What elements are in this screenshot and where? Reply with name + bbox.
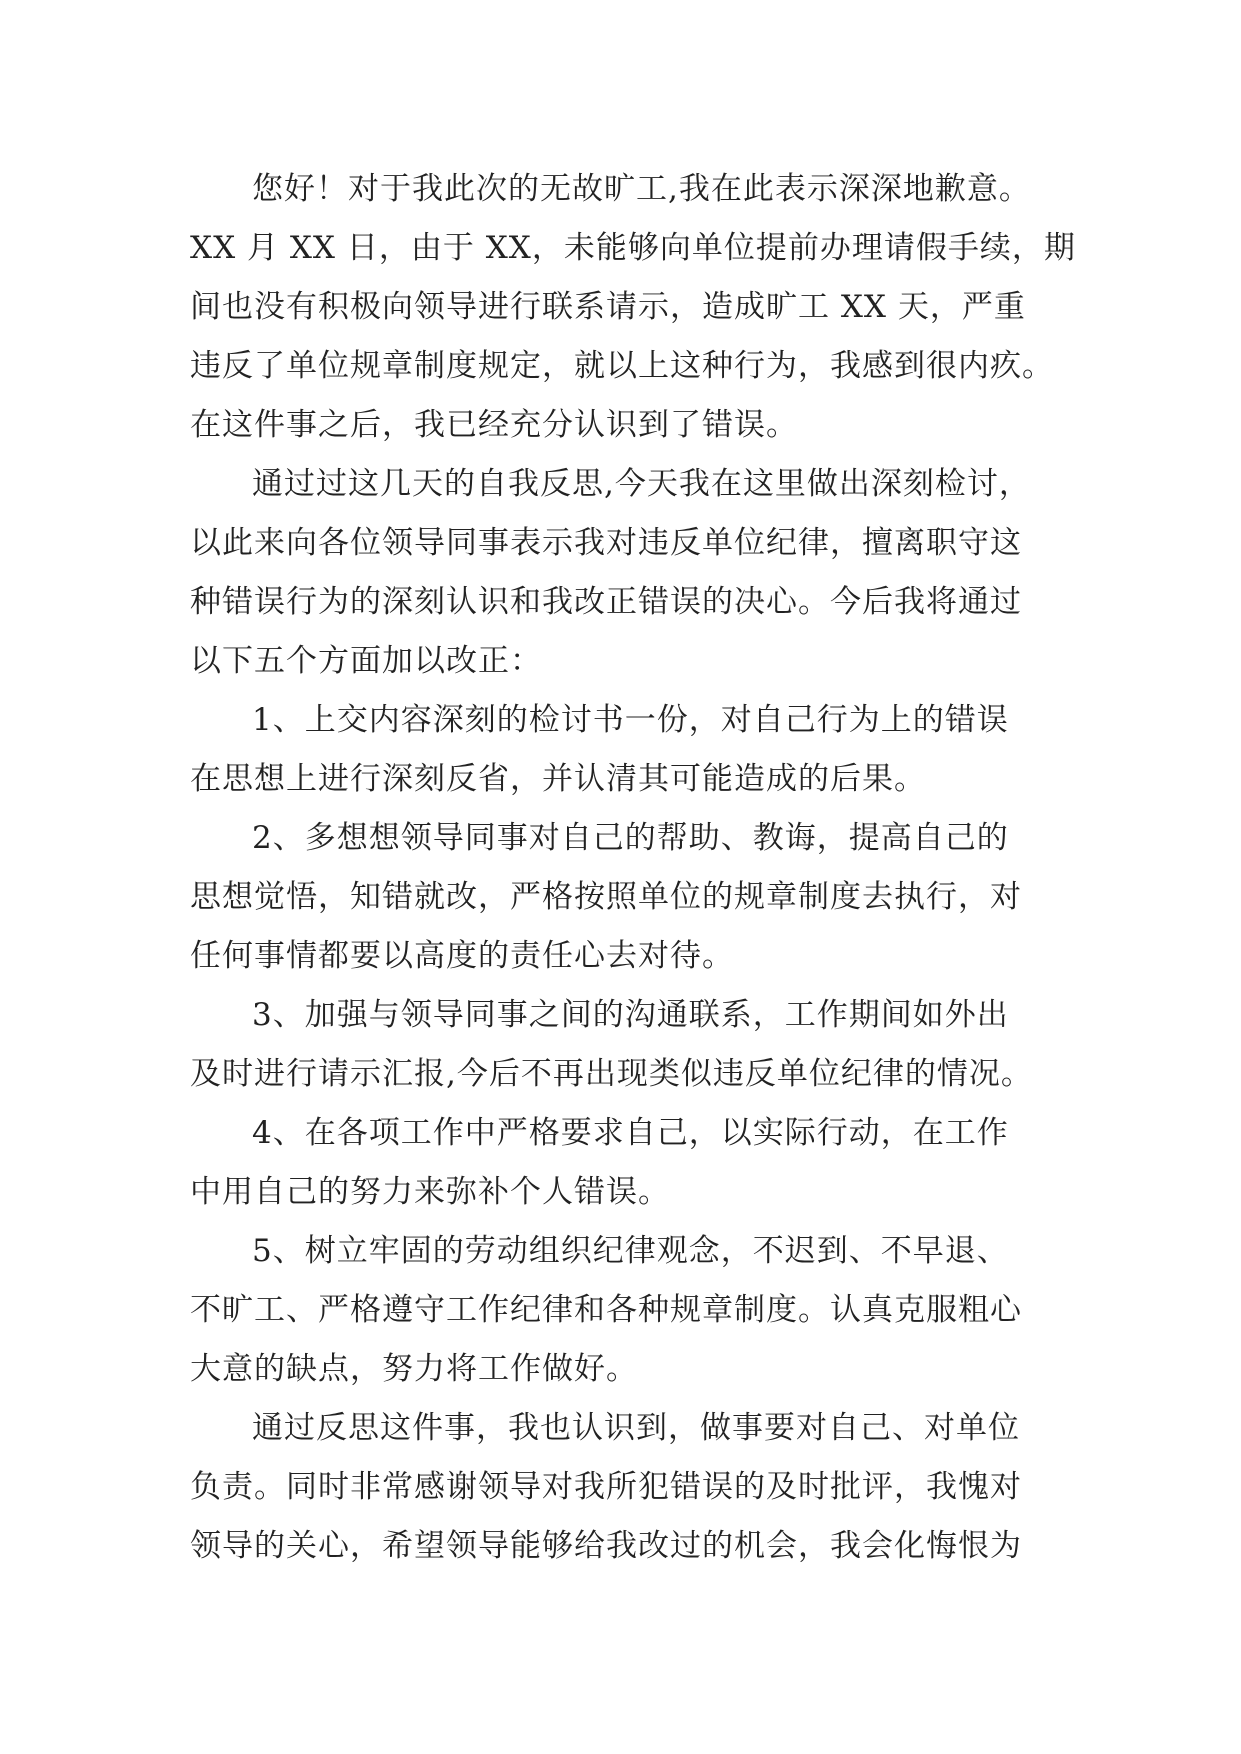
- paragraph-item-1: [190, 691, 1060, 809]
- text-line: 5、树立牢固的劳动组织纪律观念，不迟到、不早退、: [252, 1233, 1009, 1269]
- text-line: 种错误行为的深刻认识和我改正错误的决心。今后我将通过: [190, 584, 1022, 620]
- text-line: 负责。同时非常感谢领导对我所犯错误的及时批评，我愧对: [190, 1469, 1022, 1505]
- paragraph-apology: [190, 160, 1076, 455]
- text-line: 在这件事之后，我已经充分认识到了错误。: [190, 407, 798, 443]
- document-body: [190, 160, 1076, 1576]
- text-line: 领导的关心，希望领导能够给我改过的机会，我会化悔恨为: [190, 1528, 1022, 1564]
- text-line: 以此来向各位领导同事表示我对违反单位纪律，擅离职守这: [190, 525, 1022, 561]
- paragraph-item-3: [190, 986, 1060, 1104]
- paragraph-item-4: [190, 1104, 1060, 1222]
- text-line: 及时进行请示汇报,今后不再出现类似违反单位纪律的情况。: [190, 1056, 1033, 1092]
- text-line: 以下五个方面加以改正：: [190, 643, 542, 679]
- text-line: 在思想上进行深刻反省，并认清其可能造成的后果。: [190, 761, 926, 797]
- text-line: 中用自己的努力来弥补个人错误。: [190, 1174, 670, 1210]
- text-line: 违反了单位规章制度规定，就以上这种行为，我感到很内疚。: [190, 348, 1054, 384]
- text-line: 思想觉悟，知错就改，严格按照单位的规章制度去执行，对: [190, 879, 1022, 915]
- paragraph-item-5: [190, 1222, 1060, 1399]
- text-line: 间也没有积极向领导进行联系请示，造成旷工 XX 天，严重: [190, 289, 1026, 325]
- text-line: 大意的缺点，努力将工作做好。: [190, 1351, 638, 1387]
- text-line: 1、上交内容深刻的检讨书一份，对自己行为上的错误: [252, 702, 1009, 738]
- text-line: 3、加强与领导同事之间的沟通联系，工作期间如外出: [252, 997, 1009, 1033]
- text-line: 2、多想想领导同事对自己的帮助、教诲，提高自己的: [252, 820, 1009, 856]
- text-line: 您好！对于我此次的无故旷工,我在此表示深深地歉意。: [252, 171, 1031, 207]
- text-line: 4、在各项工作中严格要求自己，以实际行动，在工作: [252, 1115, 1009, 1151]
- paragraph-reflection: [190, 455, 1060, 691]
- paragraph-conclusion: [190, 1399, 1060, 1576]
- text-line: XX 月 XX 日，由于 XX，未能够向单位提前办理请假手续，期: [190, 230, 1076, 266]
- text-line: 通过过这几天的自我反思,今天我在这里做出深刻检讨，: [252, 466, 1031, 502]
- text-line: 任何事情都要以高度的责任心去对待。: [190, 938, 734, 974]
- paragraph-item-2: [190, 809, 1060, 986]
- text-line: 不旷工、严格遵守工作纪律和各种规章制度。认真克服粗心: [190, 1292, 1022, 1328]
- text-line: 通过反思这件事，我也认识到，做事要对自己、对单位: [252, 1410, 1020, 1446]
